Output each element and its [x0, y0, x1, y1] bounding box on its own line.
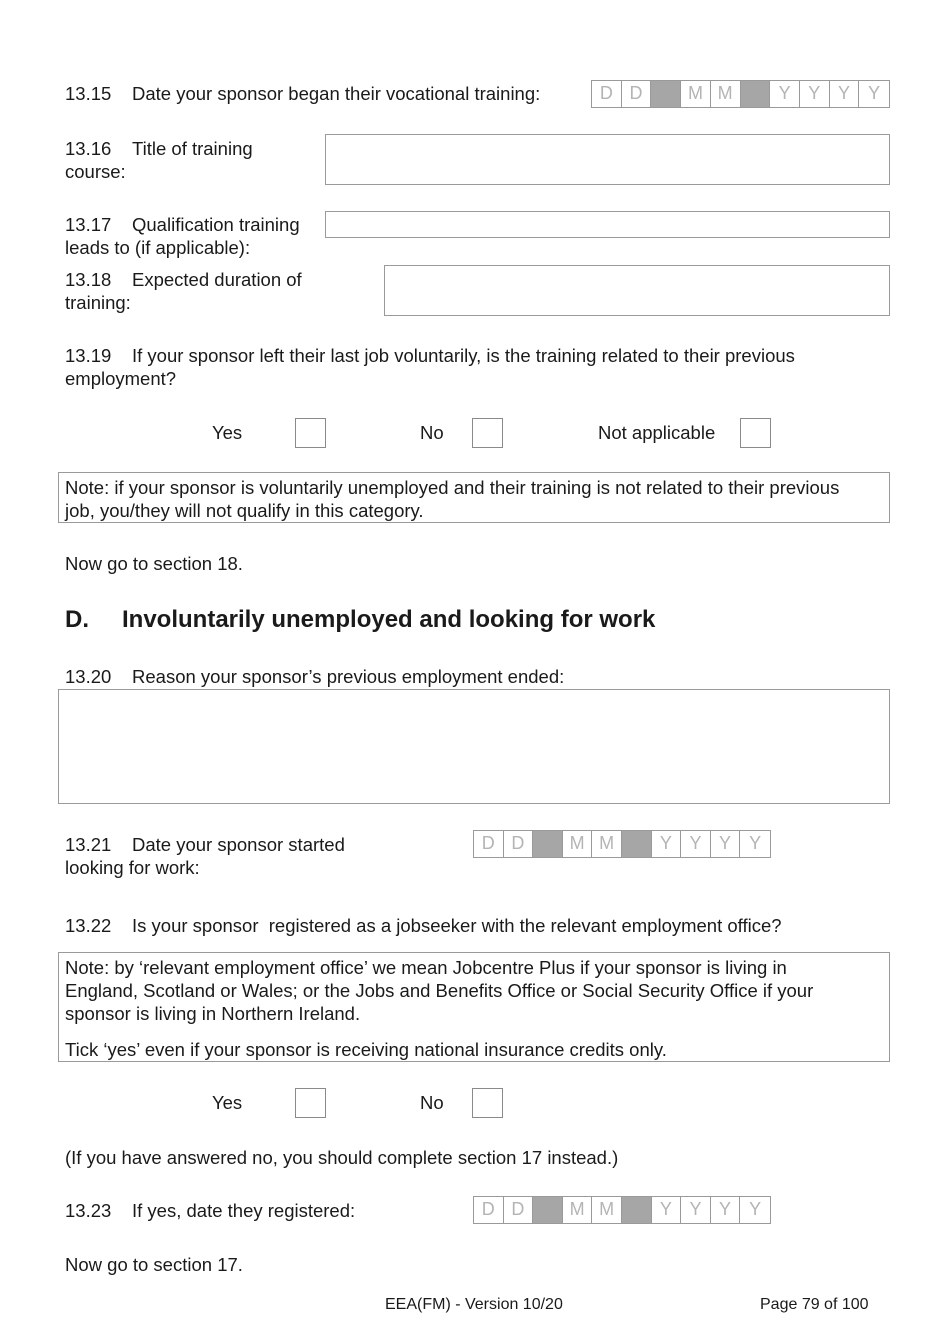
question-number: 13.23 — [65, 1200, 112, 1221]
q13-22-yes-label: Yes — [212, 1092, 243, 1113]
q13-19-label: 13.19 If your sponsor left their last job voluntarily, is the training related to their previous employment? — [65, 345, 795, 389]
q13-15-date-input[interactable]: D D M M Y Y Y Y — [591, 80, 890, 108]
q13-19-na-checkbox[interactable] — [740, 418, 771, 448]
q13-22-no-label: No — [420, 1092, 444, 1113]
q13-20-label: 13.20 Reason your sponsor’s previous employment ended: — [65, 666, 565, 687]
note-voluntary-unemployment: Note: if your sponsor is voluntarily unemployed and their training is not related to their previous job, you/they will not qualify in this category. — [58, 472, 890, 523]
question-number: 13.22 — [65, 915, 112, 936]
q13-16-training-title-input[interactable] — [325, 134, 890, 185]
q13-21-date-input[interactable]: D D M M Y Y Y Y — [473, 830, 771, 858]
section-d-heading: D. Involuntarily unemployed and looking for work — [65, 606, 656, 633]
q13-19-yes-label: Yes — [212, 422, 243, 443]
question-number: 13.20 — [65, 666, 112, 687]
q13-23-date-input[interactable]: D D M M Y Y Y Y — [473, 1196, 771, 1224]
q13-22-label: 13.22 Is your sponsor registered as a jobseeker with the relevant employment office? — [65, 915, 782, 936]
question-number: 13.16 — [65, 138, 112, 159]
q13-19-no-checkbox[interactable] — [472, 418, 503, 448]
q13-15-label: 13.15 Date your sponsor began their vocational training: — [65, 83, 541, 104]
note-employment-office: Note: by ‘relevant employment office’ we mean Jobcentre Plus if your sponsor is living in England, Scotland or Wales; or the Jobs and Benefits Office or Social Security Office if your sponsor is living in Northern Ireland. Tick ‘yes’ even if your sponsor is receiving national insurance credits only. — [58, 952, 890, 1062]
question-number: 13.18 — [65, 269, 112, 290]
q13-18-duration-input[interactable] — [384, 265, 890, 316]
q13-16-label: 13.16 Title of training course: — [65, 138, 253, 182]
q13-20-reason-textarea[interactable] — [58, 689, 890, 804]
q13-19-na-label: Not applicable — [598, 422, 716, 443]
q13-17-qualification-input[interactable] — [325, 211, 890, 238]
q13-21-label: 13.21 Date your sponsor started looking for work: — [65, 834, 345, 878]
question-number: 13.15 — [65, 83, 112, 104]
q13-17-label: 13.17 Qualification training leads to (if applicable): — [65, 214, 300, 258]
question-number: 13.17 — [65, 214, 112, 235]
footer-form-version: EEA(FM) - Version 10/20 — [385, 1296, 563, 1313]
q13-23-label: 13.23 If yes, date they registered: — [65, 1200, 356, 1221]
question-number: 13.19 — [65, 345, 112, 366]
q13-19-no-label: No — [420, 422, 444, 443]
q13-22-no-checkbox[interactable] — [472, 1088, 503, 1118]
question-number: 13.21 — [65, 834, 112, 855]
if-no-instruction: (If you have answered no, you should complete section 17 instead.) — [65, 1147, 619, 1168]
q13-19-yes-checkbox[interactable] — [295, 418, 326, 448]
q13-22-yes-checkbox[interactable] — [295, 1088, 326, 1118]
goto-section-18: Now go to section 18. — [65, 553, 243, 574]
q13-18-label: 13.18 Expected duration of training: — [65, 269, 302, 313]
goto-section-17: Now go to section 17. — [65, 1254, 243, 1275]
footer-page-number: Page 79 of 100 — [760, 1296, 869, 1313]
